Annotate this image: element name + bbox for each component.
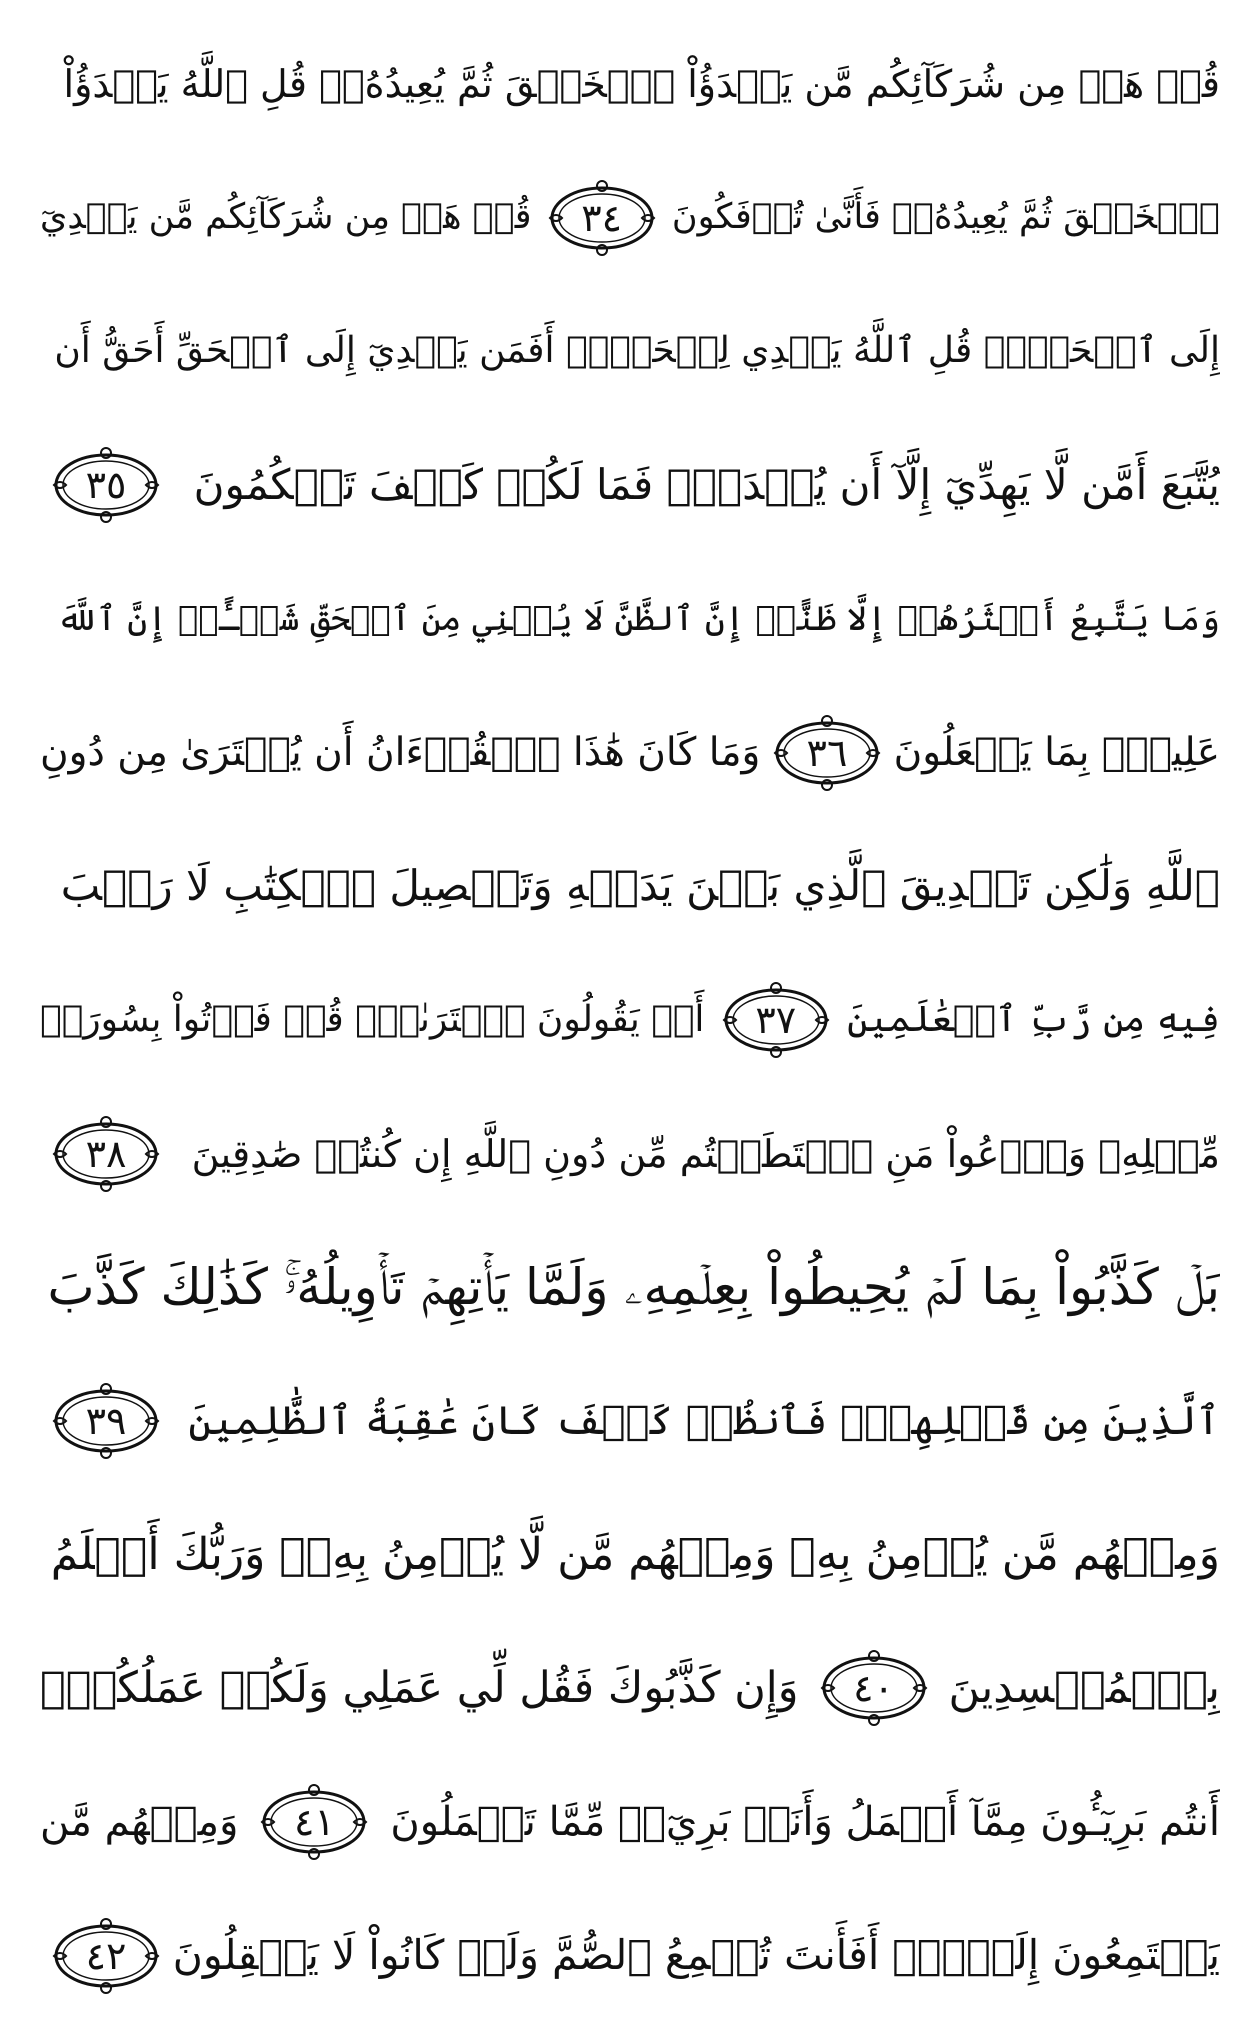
ayah-number-marker [818,1650,930,1726]
verse-text: قُلۡ هَلۡ مِن شُرَكَآئِكُم مَّن يَهۡدِيٓ [40,197,532,238]
verse-text: وَمِنۡهُم مَّن يُؤۡمِنُ بِهِۦ وَمِنۡهُم مَّن لَّا يُؤۡمِنُ بِهِۦۚ وَرَبُّكَ أَعۡلَمُ [50,1528,1220,1580]
verse-text: عَلِيمُۢ بِمَا يَفۡعَلُونَ [893,730,1220,776]
verse-line [40,1357,1220,1485]
verse-text: يُتَّبَعَ أَمَّن لَّا يَهِدِّيٓ إِلَّآ أَن يُهۡدَىٰۖ فَمَا لَكُمۡ كَيۡفَ تَحۡكُمُونَ [193,460,1220,510]
ayah-number: ٣٥ [85,463,127,508]
ayah-number-marker [546,180,658,256]
verse-line [40,822,1220,950]
verse-text: ٱلَّذِينَ مِن قَبۡلِهِمۡۖ فَٱنظُرۡ كَيۡفَ كَانَ عَٰقِبَةُ ٱلظَّٰلِمِينَ [188,1398,1220,1445]
verse-text: بَلۡ كَذَّبُواْ بِمَا لَمۡ يُحِيطُواْ بِعِلۡمِهِۦ وَلَمَّا يَأۡتِهِمۡ تَأۡوِيلُهُۥۚ كَذَٰلِكَ كَذَّبَ [47,1258,1220,1317]
verse-line [40,555,1220,683]
ayah-number: ٣٤ [581,195,623,240]
verse-text: قُلۡ هَلۡ مِن شُرَكَآئِكُم مَّن يَبۡدَؤُاْ ٱلۡخَلۡقَ ثُمَّ يُعِيدُهُۥۚ قُلِ ٱللَّهُ يَبۡدَؤُاْ [63,62,1220,106]
verse-text: وَمَا يَتَّبِعُ أَكۡثَرُهُمۡ إِلَّا ظَنًّاۚ إِنَّ ٱلظَّنَّ لَا يُغۡنِي مِنَ ٱلۡحَقِّ شَيۡـًٔاۚ إِنَّ ٱللَّهَ [56,598,1220,639]
verse-text: مِّثۡلِهِۦ وَٱدۡعُواْ مَنِ ٱسۡتَطَعۡتُم مِّن دُونِ ٱللَّهِ إِن كُنتُمۡ صَٰدِقِينَ [191,1131,1220,1176]
verse-text: ٱللَّهِ وَلَٰكِن تَصۡدِيقَ ٱلَّذِي بَيۡنَ يَدَيۡهِ وَتَفۡصِيلَ ٱلۡكِتَٰبِ لَا رَيۡبَ [60,861,1220,911]
ayah-number: ٤٢ [85,1933,127,1978]
ayah-number: ٣٧ [755,997,797,1042]
verse-line [40,1892,1220,2020]
verse-line [40,20,1220,148]
verse-text: وَمِنۡهُم مَّن [40,1799,239,1846]
verse-line [40,154,1220,282]
verse-line [40,956,1220,1084]
ayah-number-marker [258,1784,370,1860]
verse-text: إِلَى ٱلۡحَقِّۚ قُلِ ٱللَّهُ يَهۡدِي لِلۡحَقِّۗ أَفَمَن يَهۡدِيٓ إِلَى ٱلۡحَقِّ أَحَقُّ أَن [54,330,1220,372]
ayah-number: ٤١ [293,1800,335,1845]
verse-line [40,287,1220,415]
ayah-number-marker [50,1918,162,1994]
verse-line [40,1090,1220,1218]
ayah-number-marker [50,1383,162,1459]
verse-line [40,421,1220,549]
verse-text: أَمۡ يَقُولُونَ ٱفۡتَرَىٰهُۖ قُلۡ فَأۡتُواْ بِسُورَةٖ [40,998,705,1040]
ayah-number: ٣٦ [806,730,848,775]
verse-line [40,1624,1220,1752]
ayah-number: ٣٩ [85,1399,127,1444]
verse-line [40,689,1220,817]
ayah-number-marker [720,982,832,1058]
verse-text: أَنتُم بَرِيٓـُٔونَ مِمَّآ أَعۡمَلُ وَأَنَا۠ بَرِيٓءٞ مِّمَّا تَعۡمَلُونَ [390,1799,1220,1846]
verse-lines [40,20,1220,2020]
verse-line [40,1223,1220,1351]
ayah-number-marker [771,715,883,791]
verse-text: وَمَا كَانَ هَٰذَا ٱلۡقُرۡءَانُ أَن يُفۡتَرَىٰ مِن دُونِ [40,730,761,776]
verse-text: ٱلۡخَلۡقَ ثُمَّ يُعِيدُهُۥۖ فَأَنَّىٰ تُؤۡفَكُونَ [671,197,1220,238]
verse-line [40,1491,1220,1619]
verse-text: فِيهِ مِن رَّبِّ ٱلۡعَٰلَمِينَ [847,998,1220,1040]
verse-line [40,1758,1220,1886]
ayah-number-marker [50,1116,162,1192]
verse-text: يَسۡتَمِعُونَ إِلَيۡكَۚ أَفَأَنتَ تُسۡمِعُ ٱلصُّمَّ وَلَوۡ كَانُواْ لَا يَعۡقِلُونَ [172,1931,1220,1980]
ayah-number: ٣٨ [85,1131,127,1176]
ayah-number: ٤٠ [853,1666,894,1711]
verse-text: بِٱلۡمُفۡسِدِينَ [948,1662,1220,1713]
verse-text: وَإِن كَذَّبُوكَ فَقُل لِّي عَمَلِي وَلَكُمۡ عَمَلُكُمۡۖ [40,1662,799,1713]
ayah-number-marker [50,447,162,523]
